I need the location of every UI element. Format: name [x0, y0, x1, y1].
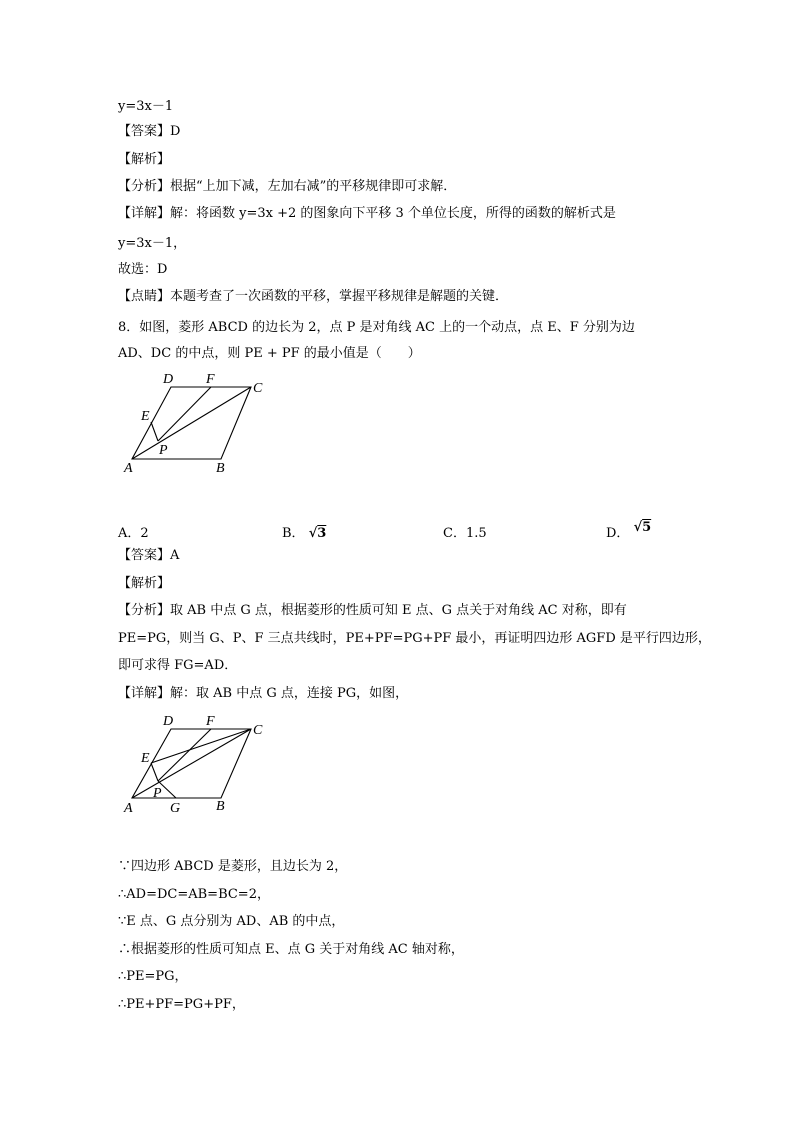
sqrt-icon: √ [308, 526, 318, 541]
rhombus-figure-2 [118, 711, 278, 821]
label-a: A [124, 461, 133, 476]
text-line: y=3x－1， [118, 236, 187, 251]
text-line: 【详解】解：将函数 y=3x +2 的图象向下平移 3 个单位长度，所得的函数的解析式是 [118, 206, 616, 221]
option-d-radicand: 5 [642, 520, 652, 535]
text-line: 故选：D [118, 262, 168, 277]
label-f: F [206, 714, 215, 729]
option-b-label: B． [282, 526, 305, 541]
text-line: ∴PE+PF=PG+PF， [118, 997, 245, 1012]
option-d [606, 522, 651, 541]
analysis-heading: 【解析】 [118, 152, 171, 167]
label-b: B [216, 461, 225, 476]
label-e: E [141, 751, 150, 766]
option-c: C．1.5 [443, 526, 487, 541]
text-line: PE=PG，则当 G、P、F 三点共线时，PE+PF=PG+PF 最小，再证明四边形 AGFD 是平行四边形， [118, 631, 711, 646]
label-d: D [163, 714, 174, 729]
question-text: AD、DC 的中点，则 PE + PF 的最小值是（ ） [118, 346, 421, 361]
text-line: y=3x－1 [118, 99, 174, 114]
label-d: D [163, 372, 174, 387]
text-line: 【分析】根据“上加下减，左加右减”的平移规律即可求解． [118, 179, 457, 194]
option-b [282, 522, 326, 541]
text-line: ∵四边形 ABCD 是菱形，且边长为 2， [118, 859, 348, 874]
text-line: ∴AD=DC=AB=BC=2， [118, 887, 270, 902]
sqrt-icon: √ [633, 520, 643, 535]
label-b: B [216, 799, 225, 814]
text-line: 即可求得 FG=AD． [118, 658, 238, 673]
label-a: A [124, 801, 133, 816]
label-c: C [253, 381, 263, 396]
rhombus-figure-1 [118, 366, 278, 476]
label-f: F [206, 372, 215, 387]
text-line: ∵E 点、G 点分别为 AD、AB 的中点， [118, 914, 345, 929]
label-g: G [170, 801, 181, 816]
label-p: P [159, 443, 168, 458]
analysis-heading: 【解析】 [118, 576, 171, 591]
text-line: ∴PE=PG， [118, 969, 188, 984]
question-text: 8．如图，菱形 ABCD 的边长为 2，点 P 是对角线 AC 上的一个动点，点 E、F 分别为边 [118, 320, 635, 335]
text-line: ∴根据菱形的性质可知点 E、点 G 关于对角线 AC 轴对称， [118, 942, 464, 957]
text-line: 【详解】解：取 AB 中点 G 点，连接 PG，如图， [118, 686, 409, 701]
option-d-label: D． [606, 526, 630, 541]
text-line: 【分析】取 AB 中点 G 点，根据菱形的性质可知 E 点、G 点关于对角线 AC 对称，即有 [118, 603, 627, 618]
label-p: P [153, 786, 162, 801]
label-c: C [253, 723, 263, 738]
label-e: E [141, 409, 150, 424]
answer-line: 【答案】D [118, 124, 181, 139]
option-a: A．2 [118, 526, 149, 541]
text-line: 【点睛】本题考查了一次函数的平移，掌握平移规律是解题的关键． [118, 289, 509, 304]
option-b-radicand: 3 [317, 526, 327, 541]
answer-line: 【答案】A [118, 548, 180, 563]
